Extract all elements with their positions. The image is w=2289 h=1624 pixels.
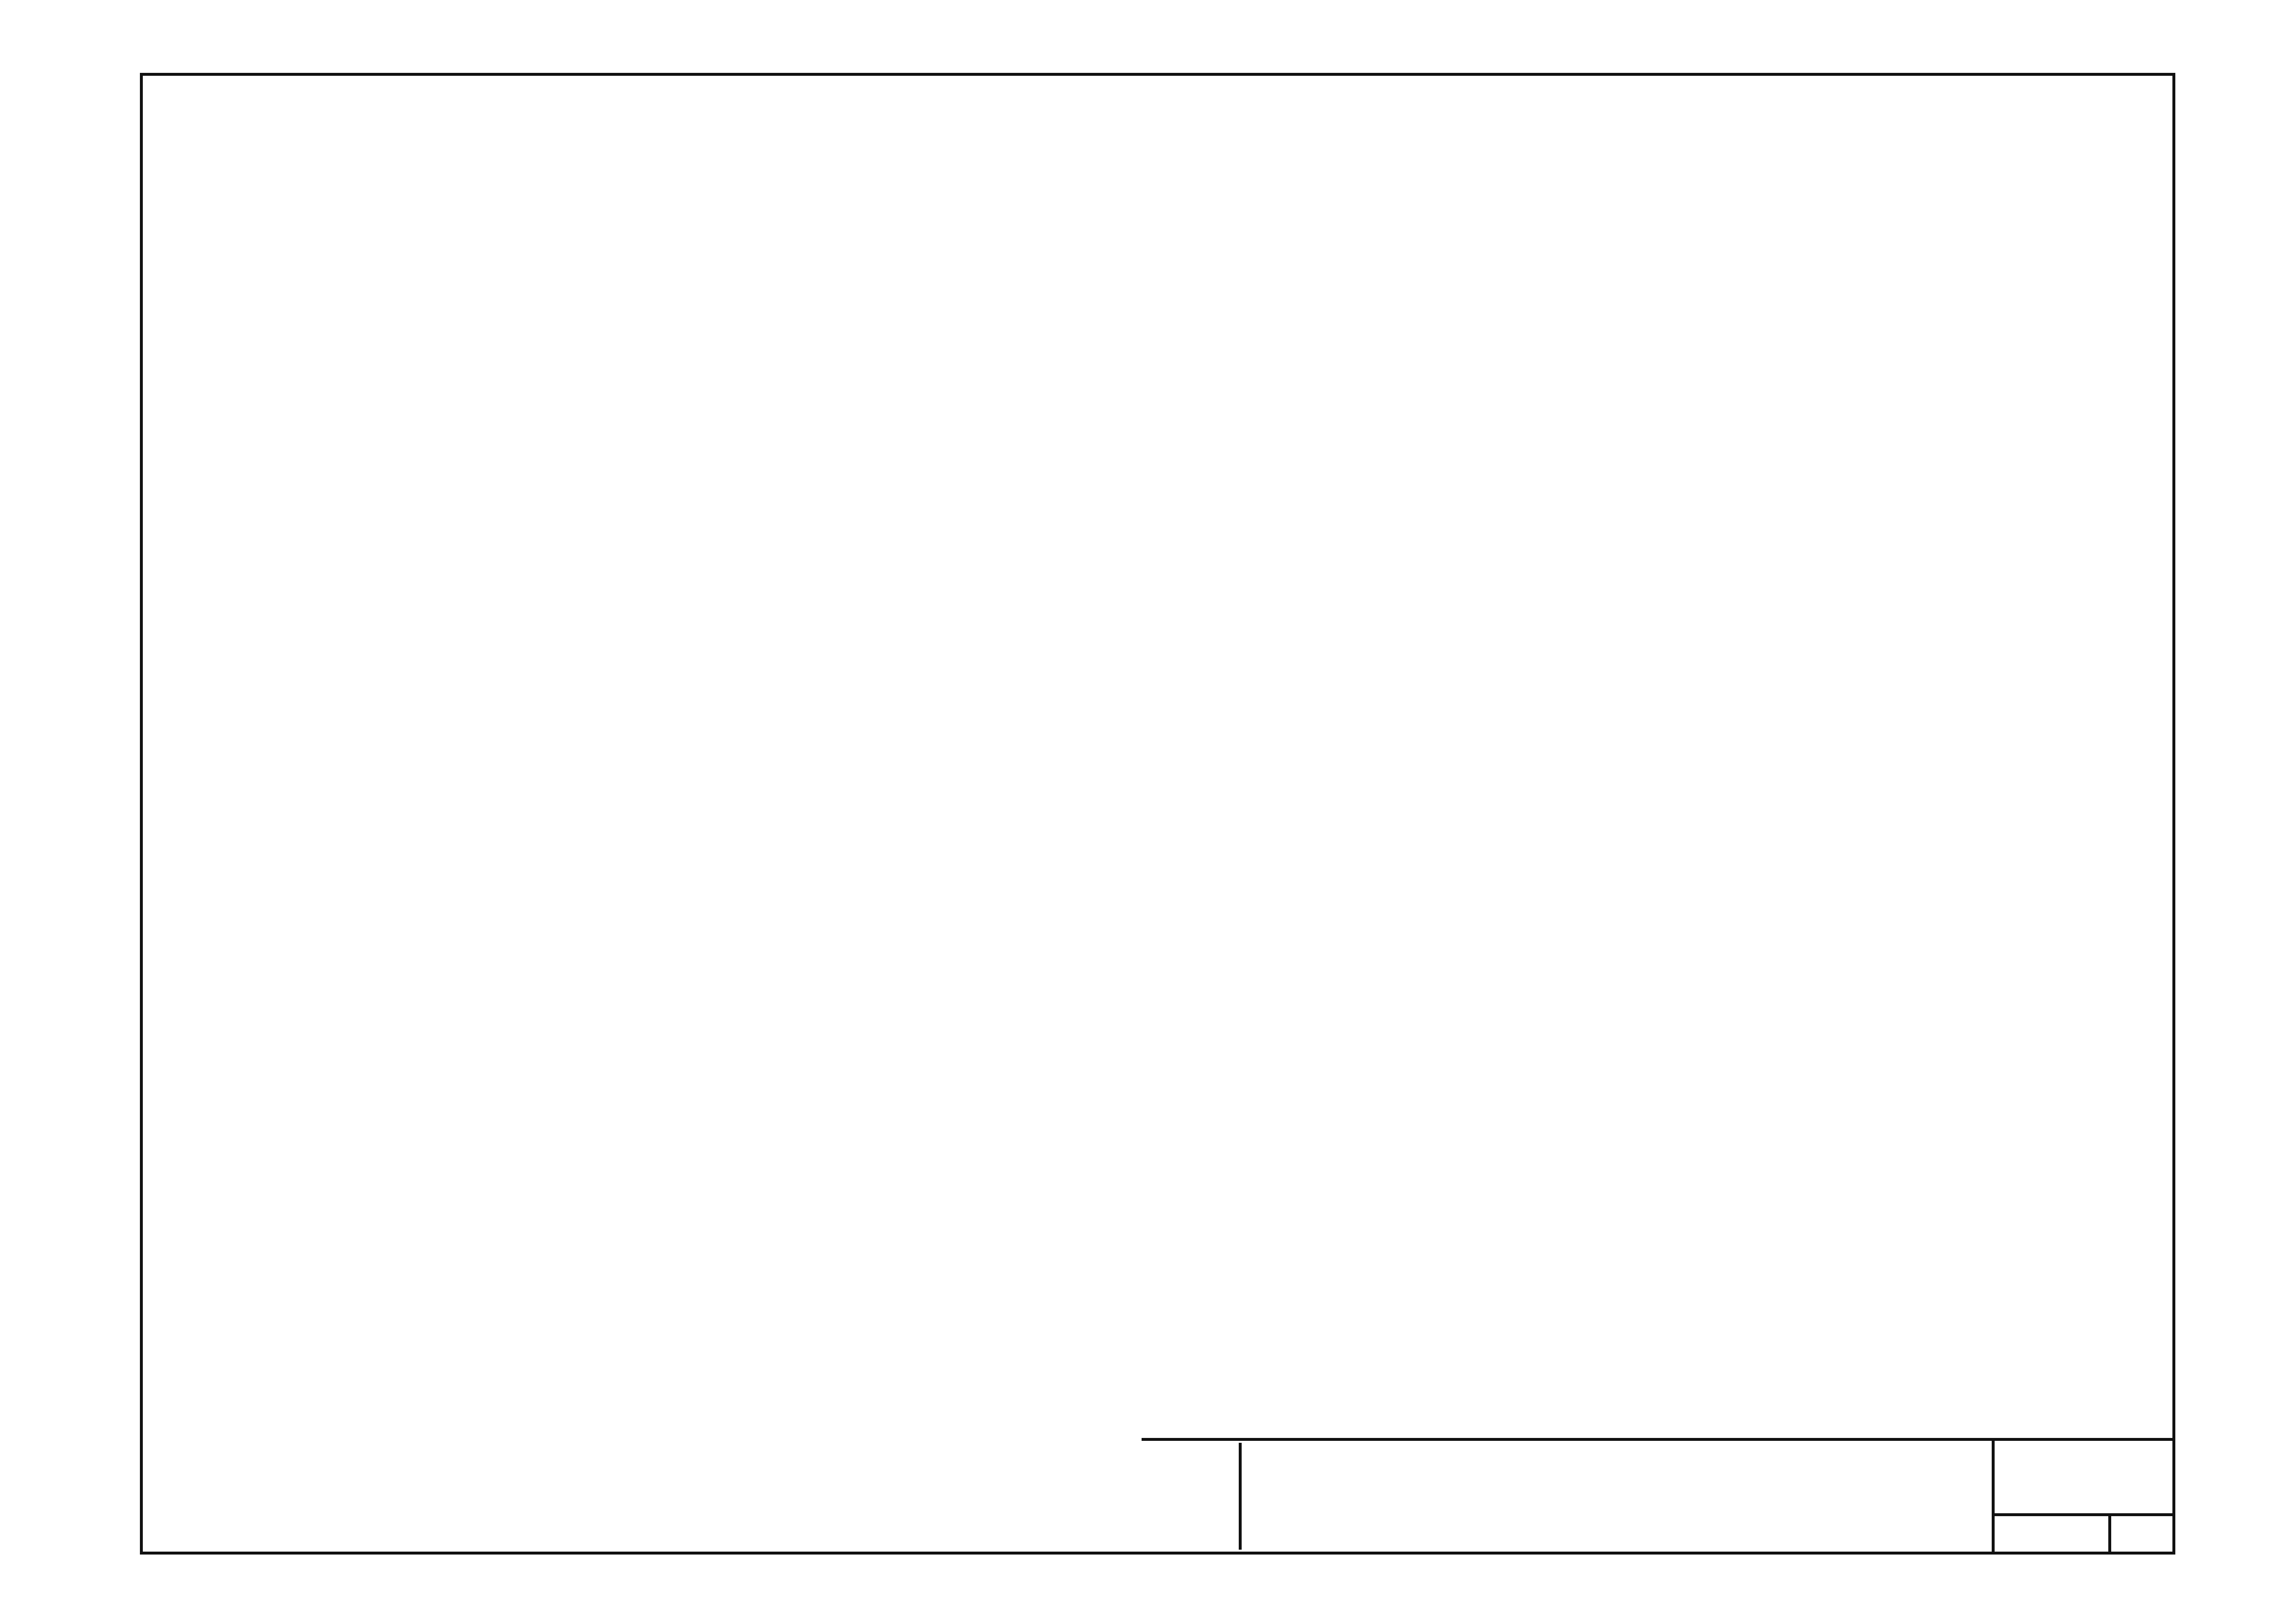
sheet-row	[1992, 1513, 2175, 1557]
drawing-sheet-frame	[140, 73, 2175, 1555]
sheet-divider	[2108, 1513, 2111, 1555]
td-logo	[1151, 1443, 1242, 1550]
